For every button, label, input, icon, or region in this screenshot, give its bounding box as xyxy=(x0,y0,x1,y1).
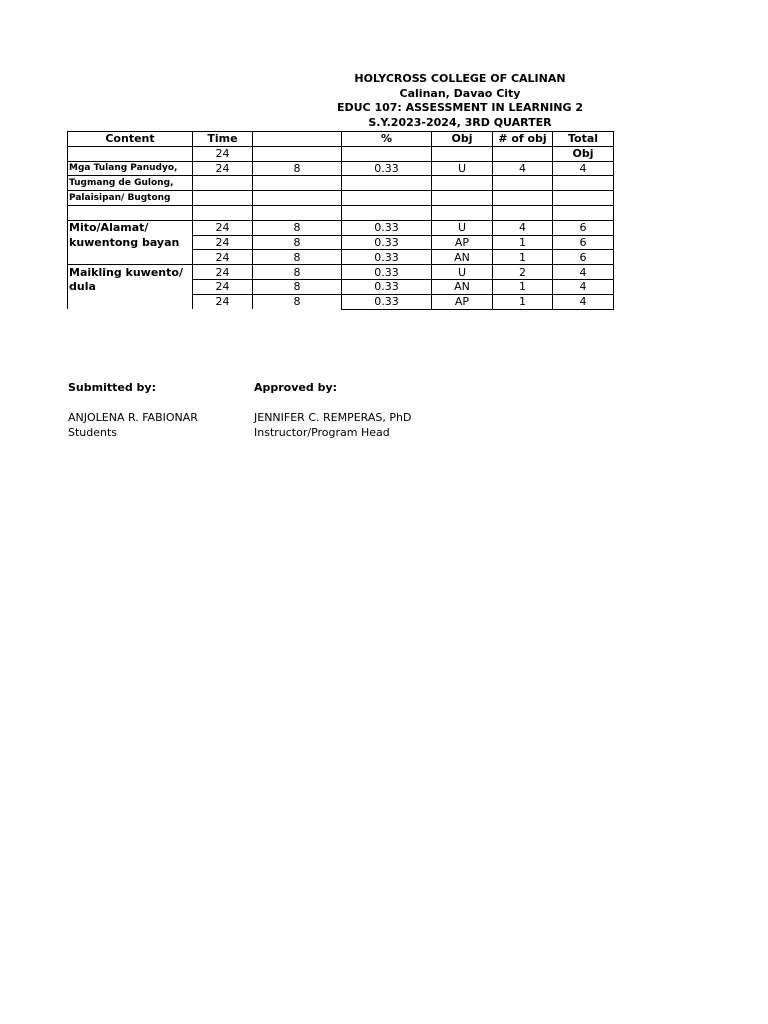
subheader-time: 24 xyxy=(193,146,253,161)
header-percent: % xyxy=(342,132,432,147)
table-cell xyxy=(493,176,553,191)
table-cell xyxy=(253,146,342,161)
school-term: S.Y.2023-2024, 3RD QUARTER xyxy=(368,115,552,129)
table-cell xyxy=(342,146,432,161)
table-cell: AP xyxy=(432,235,493,250)
header-obj: Obj xyxy=(432,132,493,147)
table-cell: 24 xyxy=(193,235,253,250)
submitter-role: Students xyxy=(68,426,118,439)
table-cell xyxy=(432,146,493,161)
submitted-by-label: Submitted by: xyxy=(68,381,156,394)
table-cell: 8 xyxy=(253,265,342,280)
table-row xyxy=(68,205,614,220)
table-cell: U xyxy=(432,220,493,235)
table-cell xyxy=(342,205,432,220)
table-cell xyxy=(553,191,614,206)
table-cell: AN xyxy=(432,250,493,265)
table-cell: 24 xyxy=(193,161,253,176)
table-cell xyxy=(253,191,342,206)
document-header xyxy=(300,72,620,130)
table-cell xyxy=(253,176,342,191)
table-cell: 0.33 xyxy=(342,235,432,250)
table-cell: 0.33 xyxy=(342,250,432,265)
table-cell-content: Maikling kuwento/ xyxy=(68,265,193,280)
table-cell xyxy=(193,205,253,220)
table-cell: 4 xyxy=(493,220,553,235)
table-cell: 24 xyxy=(193,250,253,265)
table-row xyxy=(68,294,614,309)
table-cell-content xyxy=(68,205,193,220)
header-total: Total xyxy=(553,132,614,147)
table-cell xyxy=(553,176,614,191)
table-cell xyxy=(342,191,432,206)
table-cell xyxy=(432,205,493,220)
table-cell xyxy=(193,176,253,191)
table-cell-content: dula xyxy=(68,279,193,294)
table-cell: 4 xyxy=(493,161,553,176)
header-time: Time xyxy=(193,132,253,147)
table-cell-content xyxy=(68,250,193,265)
table-cell: 8 xyxy=(253,235,342,250)
course-title: EDUC 107: ASSESSMENT IN LEARNING 2 xyxy=(336,101,584,114)
table-row xyxy=(68,220,614,235)
table-row xyxy=(68,279,614,294)
table-row xyxy=(68,191,614,206)
specification-table xyxy=(67,131,614,310)
table-cell-content xyxy=(68,294,193,309)
table-row xyxy=(68,265,614,280)
table-cell: 6 xyxy=(553,220,614,235)
header-content: Content xyxy=(68,132,193,147)
table-cell: U xyxy=(432,161,493,176)
table-cell xyxy=(253,205,342,220)
table-subheader-row xyxy=(68,146,614,161)
header-num-obj: # of obj xyxy=(493,132,553,147)
table-cell-content: Mito/Alamat/ xyxy=(68,220,193,235)
table-cell: 0.33 xyxy=(342,279,432,294)
table-row xyxy=(68,250,614,265)
table-cell: 8 xyxy=(253,294,342,309)
table-cell: 4 xyxy=(553,294,614,309)
table-cell: 0.33 xyxy=(342,265,432,280)
table-cell xyxy=(432,191,493,206)
table-cell: 4 xyxy=(553,279,614,294)
table-cell: U xyxy=(432,265,493,280)
table-cell-content: Mga Tulang Panudyo, xyxy=(68,161,193,176)
table-cell: 6 xyxy=(553,235,614,250)
subheader-total: Obj xyxy=(553,146,614,161)
table-cell-content: Palaisipan/ Bugtong xyxy=(68,191,193,206)
table-cell: 0.33 xyxy=(342,294,432,309)
table-cell xyxy=(432,176,493,191)
table-cell: 1 xyxy=(493,294,553,309)
table-cell: 0.33 xyxy=(342,220,432,235)
table-cell: 24 xyxy=(193,294,253,309)
institution-location: Calinan, Davao City xyxy=(399,86,521,100)
table-cell: 24 xyxy=(193,265,253,280)
table-cell: 4 xyxy=(553,265,614,280)
table-cell: 24 xyxy=(193,220,253,235)
approver-role: Instructor/Program Head xyxy=(254,426,390,439)
table-cell-content: Tugmang de Gulong, xyxy=(68,176,193,191)
table-row xyxy=(68,161,614,176)
table-cell: 24 xyxy=(193,279,253,294)
table-cell: 1 xyxy=(493,235,553,250)
approved-by-section xyxy=(254,380,494,441)
table-cell: 8 xyxy=(253,250,342,265)
table-cell: 8 xyxy=(253,220,342,235)
table-cell xyxy=(493,146,553,161)
table-cell: 0.33 xyxy=(342,161,432,176)
header-blank xyxy=(253,132,342,147)
table-cell: AN xyxy=(432,279,493,294)
submitter-name: ANJOLENA R. FABIONAR xyxy=(68,410,198,424)
table-cell-content: kuwentong bayan xyxy=(68,235,193,250)
table-cell xyxy=(493,205,553,220)
table-cell: AP xyxy=(432,294,493,309)
table-cell xyxy=(193,191,253,206)
table-cell: 8 xyxy=(253,161,342,176)
table-row xyxy=(68,176,614,191)
table-row xyxy=(68,235,614,250)
approver-name: JENNIFER C. REMPERAS, PhD xyxy=(254,410,412,424)
table-cell: 2 xyxy=(493,265,553,280)
table-cell: 4 xyxy=(553,161,614,176)
table-cell: 8 xyxy=(253,279,342,294)
approved-by-label: Approved by: xyxy=(254,381,338,394)
table-cell xyxy=(553,205,614,220)
table-cell: 1 xyxy=(493,279,553,294)
table-cell xyxy=(342,176,432,191)
table-cell xyxy=(68,146,193,161)
institution-name: HOLYCROSS COLLEGE OF CALINAN xyxy=(354,72,566,85)
table-cell: 1 xyxy=(493,250,553,265)
table-cell xyxy=(493,191,553,206)
table-cell: 6 xyxy=(553,250,614,265)
table-header-row xyxy=(68,132,614,147)
